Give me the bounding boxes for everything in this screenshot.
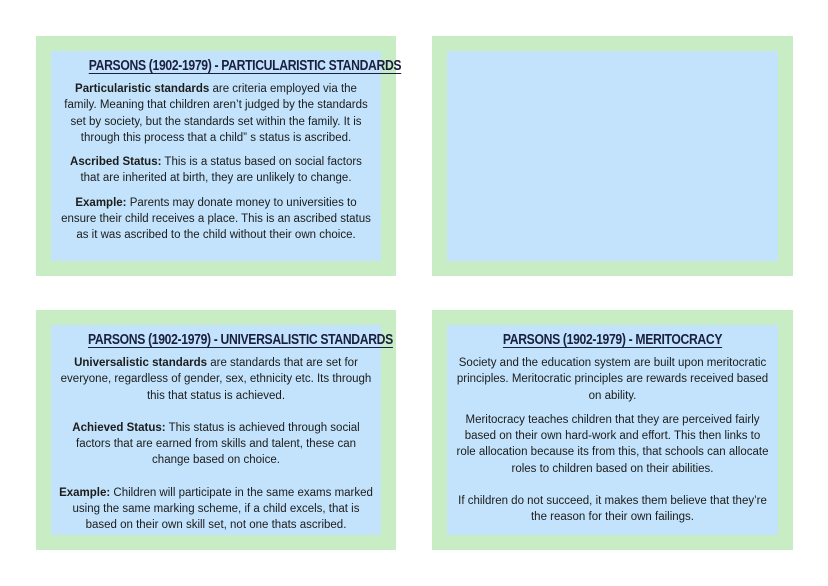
paragraph-text: This is a status based on social factors that are inherited at birth, they are unlikely to change. [80,156,362,185]
card-content-panel [51,325,393,535]
paragraph-text: If children do not succeed, it makes them believe that they’re the reason for their own failings. [458,495,767,524]
paragraph [455,493,770,526]
paragraph-term: Universalistic standards [74,357,208,369]
paragraph [59,195,373,244]
card-title: PARSONS (1902-1979) - UNIVERSALISTIC STANDARDS [88,332,393,348]
card-content-panel [447,51,778,261]
paragraph [455,412,770,477]
paragraph [59,420,373,469]
paragraph-text: Parents may donate money to universities to ensure their child receives a place. This is an ascribed status as it was ascribed to the child without their own choice. [61,196,371,242]
paragraph-text: This status is achieved through social factors that are earned from skills and talent, these can change based on choice. [76,421,360,467]
card-title: PARSONS (1902-1979) - MERITOCRACY [502,332,723,348]
card-blank [432,36,793,276]
paragraph [59,485,373,534]
paragraph [59,154,373,187]
card-content-panel [51,51,402,261]
paragraph-text: are standards that are set for everyone, regardless of gender, sex, ethnicity etc. Its through this that status is achieved. [60,357,372,402]
paragraph-term: Achieved Status: [72,421,166,434]
paragraph [59,81,373,146]
card-universalistic-standards [36,310,396,550]
paragraph-text: Children will participate in the same exams marked using the same marking scheme, if a child excels, that is based on their own skill set, not one thats ascribed. [72,486,373,532]
paragraph-term: Ascribed Status: [70,156,162,169]
paragraph [455,355,770,404]
paragraph-term: Particularistic standards [75,83,210,95]
paragraph-term: Example: [75,196,127,209]
paragraph [59,355,373,404]
card-particularistic-standards [36,36,402,276]
paragraph-text: Meritocracy teaches children that they are perceived fairly based on their own hard-work and effort. This then links to role allocation because its from this, that schools can allocate roles to children based on their abilities. [456,413,769,475]
paragraph-term: Example: [59,486,111,499]
paragraph-text: are criteria employed via the family. Meaning that children aren’t judged by the standards set by society, but the standards set within the family. It is through this process that a child” s status is ascribed. [64,83,368,144]
card-content-panel [447,325,778,535]
paragraph-text: Society and the education system are built upon meritocratic principles. Meritocratic principles are rewards received based on ability. [456,357,769,402]
card-meritocracy [432,310,793,550]
card-title: PARSONS (1902-1979) - PARTICULARISTIC STANDARDS [88,58,402,74]
